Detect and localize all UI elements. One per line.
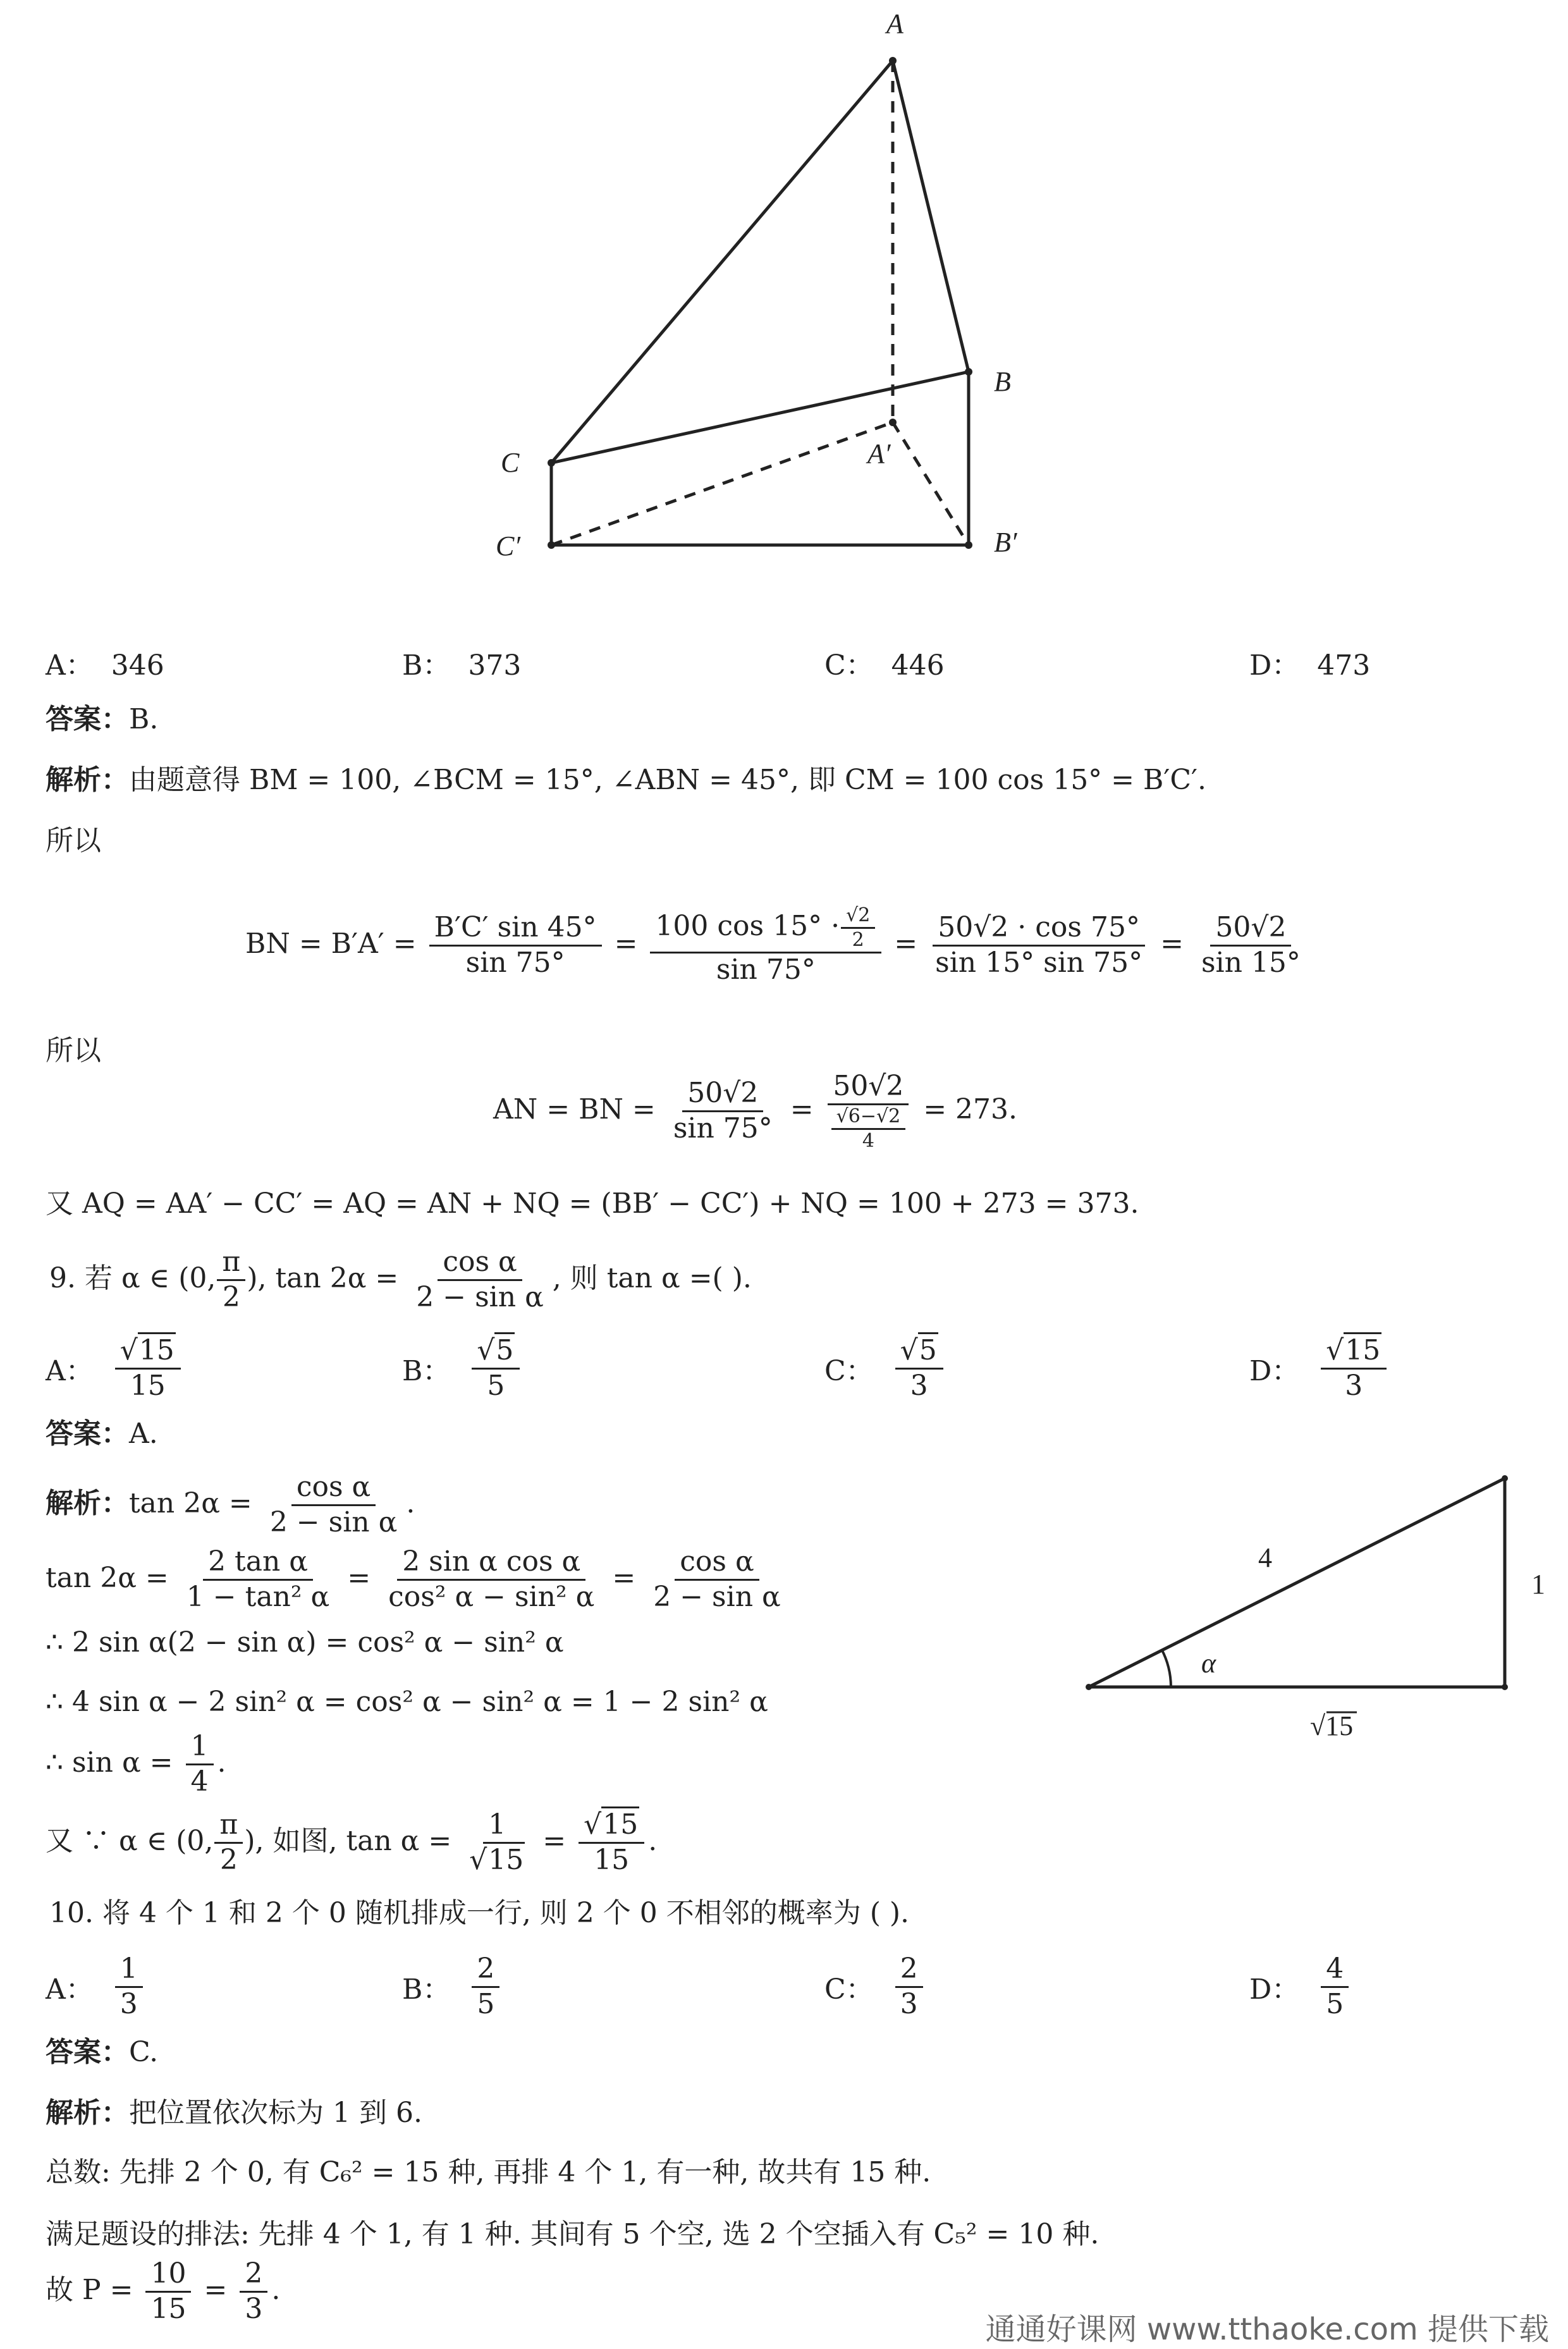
q10-analysis: 解析：把位置依次标为 1 到 6. [46, 2097, 422, 2129]
q9-answer: 答案：A. [46, 1418, 158, 1450]
option-letter: A： [46, 649, 94, 682]
q10-option-a: A： $\frac{1}{3}$ [46, 1953, 147, 2021]
vertex-C [548, 459, 555, 467]
vertex-Ap [889, 419, 897, 426]
answer-label: 答案： [46, 703, 129, 735]
figure-right-triangle [1075, 1454, 1555, 1758]
label-angle: α [1201, 1648, 1216, 1679]
q9-analysis-3: ∴ 2 sin α(2 − sin α) = cos² α − sin² α [46, 1626, 564, 1659]
edge-Cp-Ap-dashed [551, 422, 893, 545]
triangle-vertex [1086, 1684, 1092, 1690]
option-value: 373 [468, 649, 522, 682]
fraction: $\frac{50√2}{\sin 15^\circ}$ [1201, 911, 1301, 979]
analysis-label: 解析： [46, 764, 129, 796]
q9-analysis-1: 解析：tan 2α = $\frac{\text{cos α}}{\text{2 − sin α}}$ . [46, 1471, 415, 1538]
option-value: 473 [1317, 649, 1371, 682]
fraction: 100 cos 15° · $\frac{√2}{2}$ sin 75° [650, 904, 881, 987]
option-value: 446 [891, 649, 945, 682]
q9-option-a: A： $\frac{√15}{15}$ [46, 1334, 185, 1403]
label-adjacent: √15 [1310, 1710, 1354, 1741]
answer-value: B. [129, 703, 159, 735]
q9-stem: 9. 若 α ∈ (0, $\frac{\pi}{2}$ ), tan 2α = $\frac{\text{cos α}}{\text{2 − sin α}}$ , 则 tan α =( ). [49, 1246, 752, 1313]
q8-option-b [402, 642, 521, 683]
q10-option-d: D： $\frac{4}{5}$ [1249, 1953, 1352, 2021]
q8-option-a [46, 642, 164, 683]
q10-option-b: B： $\frac{2}{5}$ [402, 1953, 503, 2021]
label-C-prime: C′ [496, 531, 520, 561]
option-letter: B： [402, 649, 451, 682]
q8-answer [46, 703, 158, 737]
edge-C-B [551, 372, 969, 463]
edge-A-B [893, 61, 969, 372]
vertex-B [965, 368, 972, 376]
triangle-vertex [1502, 1475, 1508, 1481]
q8-option-c [824, 642, 945, 683]
option-letter: D： [1249, 649, 1300, 682]
q9-analysis-5: ∴ sin α = $\frac{1}{4}$ . [46, 1730, 226, 1798]
edge-A-C [551, 61, 893, 463]
q9-analysis-2: tan 2α = $\frac{\text{2 tan α}}{\text{1 − tan² α}}$ = $\frac{\text{2 sin α cos α}}{\text{cos² α − sin² α}}$ = $\frac{\text{cos α}}{\text{2 − sin α}}$ [46, 1545, 781, 1613]
q9-option-d: D： $\frac{√15}{3}$ [1249, 1334, 1390, 1403]
triangle-vertex [1502, 1684, 1508, 1690]
q10-stem: 10. 将 4 个 1 和 2 个 0 随机排成一行, 则 2 个 0 不相邻的概率为 ( ). [49, 1897, 910, 1929]
q8-suoyi-1: 所以 [46, 825, 101, 857]
figure-3d-diagram [0, 0, 1568, 607]
q9-analysis-6: 又 ∵ α ∈ (0, $\frac{\pi}{2}$ ), 如图, tan α = $\frac{1}{√15}$ = $\frac{√15}{15}$ . [46, 1808, 657, 1877]
label-B: B [994, 366, 1011, 397]
q8-equation-bn: BN = B′A′ = $\frac{B'C' \sin 45^\circ}{\sin 75^\circ}$ = 100 cos 15° · $\frac{√2}{2}$ sin 75° = $\frac{50√2 \cdot \cos 75^\circ}{\sin 15^\circ \sin 75^\circ}$ = $\frac{50√2}{\sin 15^\circ}$ [245, 904, 1309, 987]
eq-lhs: BN = B′A′ = [245, 927, 417, 960]
triangle-hypotenuse [1089, 1478, 1505, 1687]
angle-arc [1161, 1649, 1171, 1687]
label-hypotenuse: 4 [1258, 1542, 1272, 1573]
vertex-Bp [965, 541, 972, 549]
label-B-prime: B′ [994, 527, 1017, 558]
label-C: C [501, 447, 520, 478]
q10-line-total: 总数: 先排 2 个 0, 有 C₆² = 15 种, 再排 4 个 1, 有一种, 故共有 15 种. [46, 2156, 931, 2188]
q10-answer: 答案：C. [46, 2036, 159, 2068]
fraction: $\frac{50√2 \cdot \cos 75^\circ}{\sin 15^\circ \sin 75^\circ}$ [930, 911, 1148, 980]
fraction: $\frac{B'C' \sin 45^\circ}{\sin 75^\circ}$ [429, 911, 602, 980]
label-A: A [886, 8, 903, 39]
q8-final-line: 又 AQ = AA′ − CC′ = AQ = AN + NQ = (BB′ − CC′) + NQ = 100 + 273 = 373. [46, 1187, 1139, 1220]
q10-option-c: C： $\frac{2}{3}$ [824, 1953, 927, 2021]
fraction: $\frac{50√2}{\frac{√6-√2}{4}}$ [826, 1070, 911, 1153]
option-letter: C： [824, 649, 874, 682]
fraction: $\frac{50√2}{\sin 75^\circ}$ [673, 1077, 773, 1144]
q9-option-c: C： $\frac{√5}{3}$ [824, 1334, 947, 1403]
label-A-prime: A′ [867, 438, 891, 469]
q9-analysis-4: ∴ 4 sin α − 2 sin² α = cos² α − sin² α = 1 − 2 sin² α [46, 1686, 768, 1718]
vertex-A [889, 57, 897, 64]
q8-analysis [46, 764, 1206, 797]
edge-Ap-Bp-dashed [893, 422, 969, 545]
q8-equation-an: AN = BN = $\frac{50√2}{\sin 75^\circ}$ = $\frac{50√2}{\frac{√6-√2}{4}}$ = 273. [493, 1070, 1018, 1152]
q8-option-d [1249, 642, 1370, 683]
q8-suoyi-2: 所以 [46, 1034, 101, 1067]
analysis-text: 由题意得 BM = 100, ∠BCM = 15°, ∠ABN = 45°, 即 CM = 100 cos 15° = B′C′. [129, 764, 1206, 796]
option-value: 346 [111, 649, 164, 682]
watermark: 通通好课网 www.tthaoke.com 提供下载 [985, 2312, 1549, 2347]
vertex-Cp [548, 541, 555, 549]
q9-option-b: B： $\frac{√5}{5}$ [402, 1334, 524, 1403]
label-opposite: 1 [1531, 1569, 1545, 1600]
q10-line-valid: 满足题设的排法: 先排 4 个 1, 有 1 种. 其间有 5 个空, 选 2 个空插入有 C₅² = 10 种. [46, 2218, 1099, 2250]
q10-probability: 故 P = $\frac{10}{15}$ = $\frac{2}{3}$ . [46, 2257, 281, 2325]
